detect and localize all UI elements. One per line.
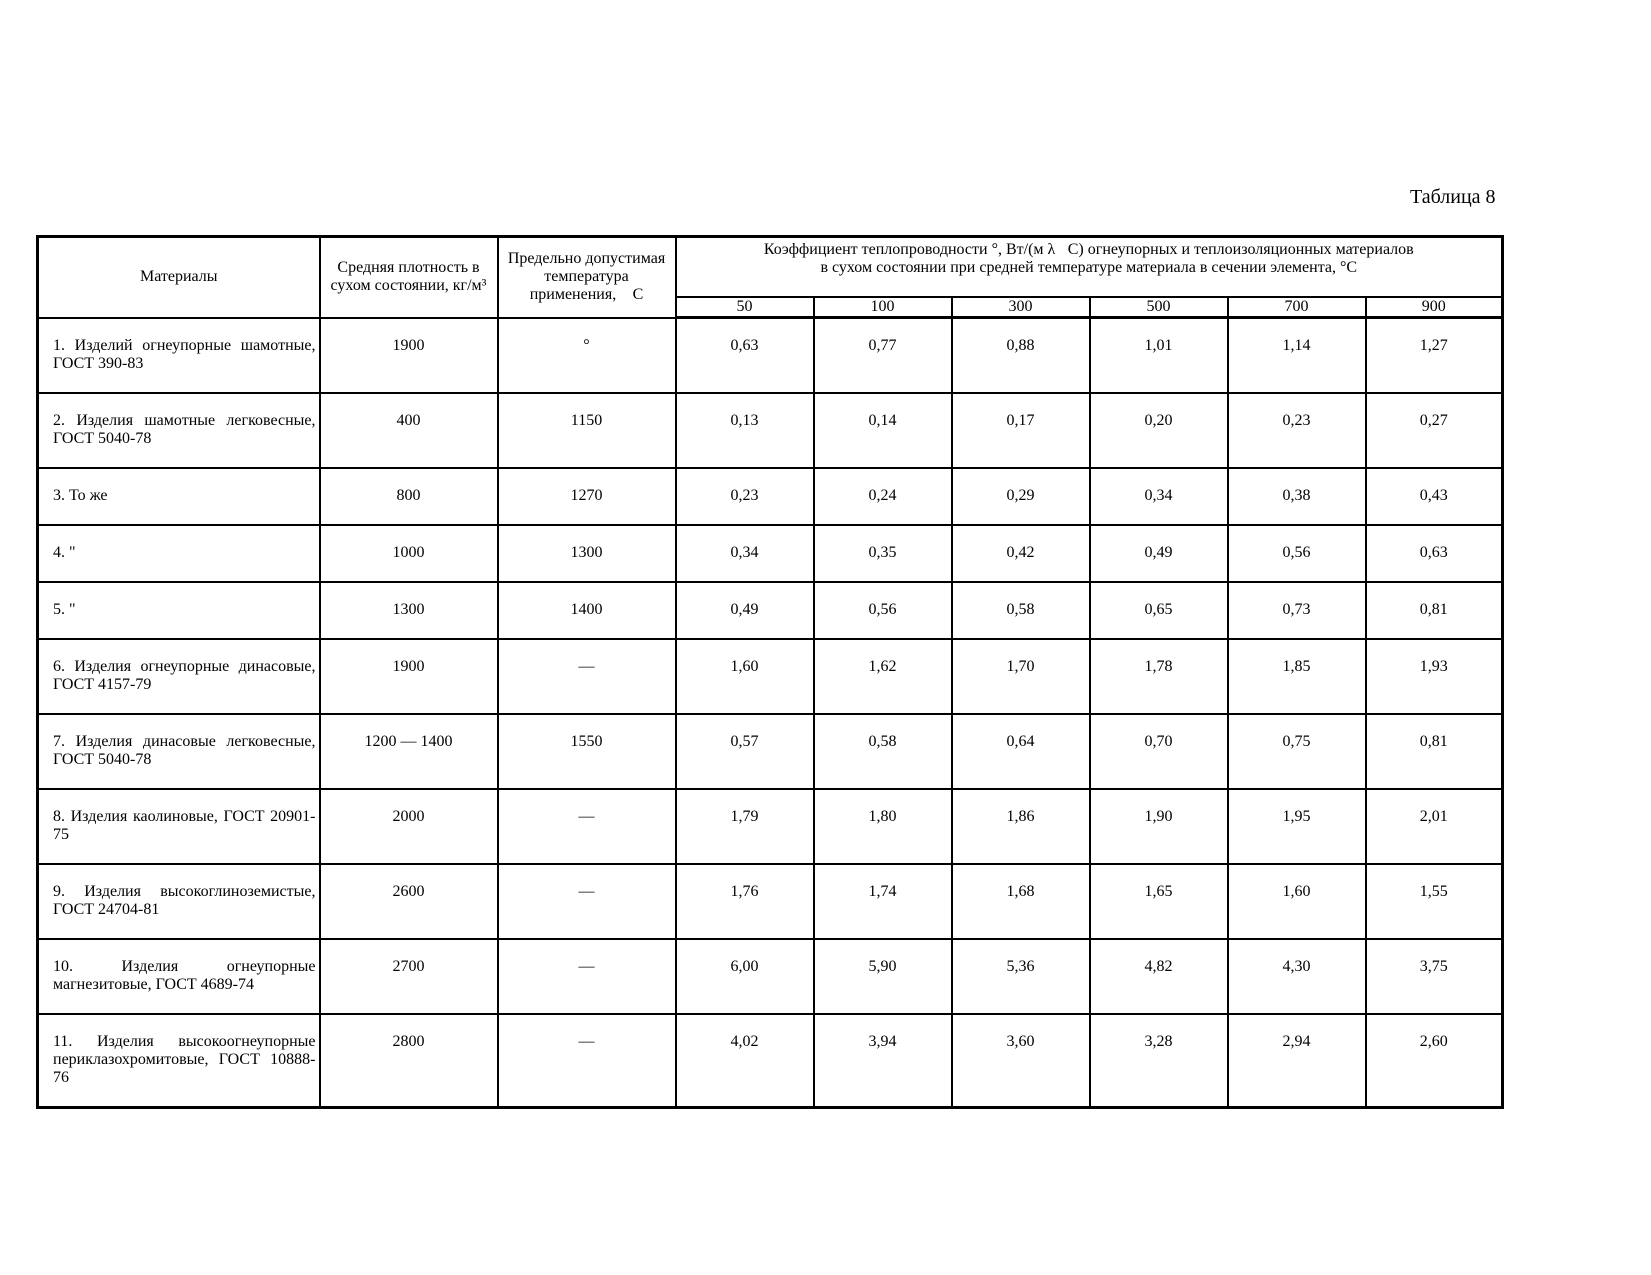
cell-coefficient: 0,81 bbox=[1366, 582, 1503, 639]
cell-coefficient: 0,49 bbox=[676, 582, 814, 639]
cell-max-temp: 1400 bbox=[498, 582, 676, 639]
cell-density: 2800 bbox=[320, 1014, 498, 1108]
cell-material: 1. Изделий огнеупорные шамотные, ГОСТ 390-83 bbox=[38, 318, 320, 394]
cell-coefficient: 0,58 bbox=[814, 714, 952, 789]
cell-coefficient: 0,34 bbox=[1090, 468, 1228, 525]
cell-coefficient: 0,24 bbox=[814, 468, 952, 525]
table-row bbox=[38, 939, 1503, 1014]
header-coefficient-line1: Коэффициент теплопроводности °, Вт/(м λ С) огнеупорных и теплоизоляционных материалов bbox=[768, 241, 1410, 258]
header-temp-300: 300 bbox=[952, 297, 1090, 318]
cell-coefficient: 0,34 bbox=[676, 525, 814, 582]
cell-max-temp: 1150 bbox=[498, 393, 676, 468]
cell-coefficient: 4,02 bbox=[676, 1014, 814, 1108]
cell-coefficient: 2,94 bbox=[1228, 1014, 1366, 1108]
cell-coefficient: 1,86 bbox=[952, 789, 1090, 864]
cell-coefficient: 1,65 bbox=[1090, 864, 1228, 939]
cell-coefficient: 1,74 bbox=[814, 864, 952, 939]
cell-coefficient: 0,70 bbox=[1090, 714, 1228, 789]
cell-coefficient: 1,60 bbox=[676, 639, 814, 714]
cell-coefficient: 0,81 bbox=[1366, 714, 1503, 789]
cell-material: 7. Изделия динасовые легковесные, ГОСТ 5040-78 bbox=[38, 714, 320, 789]
cell-density: 1900 bbox=[320, 639, 498, 714]
cell-coefficient: 1,14 bbox=[1228, 318, 1366, 394]
cell-max-temp: — bbox=[498, 864, 676, 939]
cell-coefficient: 1,80 bbox=[814, 789, 952, 864]
table-row bbox=[38, 468, 1503, 525]
cell-material: 9. Изделия высокоглиноземистые, ГОСТ 24704-81 bbox=[38, 864, 320, 939]
cell-coefficient: 1,93 bbox=[1366, 639, 1503, 714]
cell-coefficient: 1,55 bbox=[1366, 864, 1503, 939]
cell-coefficient: 3,75 bbox=[1366, 939, 1503, 1014]
header-density: Средняя плотность в сухом состоянии, кг/м³ bbox=[320, 237, 498, 318]
cell-coefficient: 2,01 bbox=[1366, 789, 1503, 864]
header-coefficient bbox=[676, 237, 1503, 298]
cell-coefficient: 1,90 bbox=[1090, 789, 1228, 864]
cell-coefficient: 0,77 bbox=[814, 318, 952, 394]
cell-density: 1900 bbox=[320, 318, 498, 394]
cell-coefficient: 6,00 bbox=[676, 939, 814, 1014]
cell-coefficient: 1,70 bbox=[952, 639, 1090, 714]
cell-max-temp: — bbox=[498, 1014, 676, 1108]
table-label: Таблица 8 bbox=[1410, 186, 1496, 208]
cell-coefficient: 1,60 bbox=[1228, 864, 1366, 939]
cell-coefficient: 0,27 bbox=[1366, 393, 1503, 468]
cell-coefficient: 1,85 bbox=[1228, 639, 1366, 714]
cell-coefficient: 0,57 bbox=[676, 714, 814, 789]
header-max-temp: Предельно допустимая температура применения, С bbox=[498, 237, 676, 318]
cell-material: 4. " bbox=[38, 525, 320, 582]
cell-coefficient: 0,42 bbox=[952, 525, 1090, 582]
cell-coefficient: 0,35 bbox=[814, 525, 952, 582]
table-row bbox=[38, 318, 1503, 394]
table-row bbox=[38, 525, 1503, 582]
cell-coefficient: 0,75 bbox=[1228, 714, 1366, 789]
cell-max-temp: 1270 bbox=[498, 468, 676, 525]
cell-coefficient: 0,17 bbox=[952, 393, 1090, 468]
header-temp-700: 700 bbox=[1228, 297, 1366, 318]
cell-coefficient: 1,95 bbox=[1228, 789, 1366, 864]
cell-max-temp: 1550 bbox=[498, 714, 676, 789]
table-body bbox=[38, 318, 1503, 1108]
cell-coefficient: 1,76 bbox=[676, 864, 814, 939]
cell-coefficient: 0,20 bbox=[1090, 393, 1228, 468]
cell-material: 3. То же bbox=[38, 468, 320, 525]
cell-coefficient: 0,64 bbox=[952, 714, 1090, 789]
cell-coefficient: 5,36 bbox=[952, 939, 1090, 1014]
table-row bbox=[38, 639, 1503, 714]
cell-density: 2700 bbox=[320, 939, 498, 1014]
cell-coefficient: 3,28 bbox=[1090, 1014, 1228, 1108]
cell-coefficient: 0,29 bbox=[952, 468, 1090, 525]
cell-coefficient: 0,63 bbox=[676, 318, 814, 394]
cell-max-temp: — bbox=[498, 939, 676, 1014]
table-row bbox=[38, 582, 1503, 639]
cell-density: 1300 bbox=[320, 582, 498, 639]
cell-coefficient: 1,79 bbox=[676, 789, 814, 864]
cell-coefficient: 1,62 bbox=[814, 639, 952, 714]
cell-max-temp: — bbox=[498, 639, 676, 714]
header-coefficient-line2: в сухом состоянии при средней температуре материала в сечении элемента, °С bbox=[820, 259, 1358, 276]
cell-density: 400 bbox=[320, 393, 498, 468]
cell-material: 5. " bbox=[38, 582, 320, 639]
table-row bbox=[38, 789, 1503, 864]
cell-coefficient: 0,38 bbox=[1228, 468, 1366, 525]
cell-coefficient: 0,63 bbox=[1366, 525, 1503, 582]
cell-coefficient: 0,88 bbox=[952, 318, 1090, 394]
cell-coefficient: 5,90 bbox=[814, 939, 952, 1014]
header-temp-900: 900 bbox=[1366, 297, 1503, 318]
cell-coefficient: 0,49 bbox=[1090, 525, 1228, 582]
header-temp-500: 500 bbox=[1090, 297, 1228, 318]
cell-max-temp: 1300 bbox=[498, 525, 676, 582]
header-materials: Материалы bbox=[38, 237, 320, 318]
cell-density: 800 bbox=[320, 468, 498, 525]
header-temp-100: 100 bbox=[814, 297, 952, 318]
table-row bbox=[38, 714, 1503, 789]
cell-material: 10. Изделия огнеупорные магнезитовые, ГОСТ 4689-74 bbox=[38, 939, 320, 1014]
cell-density: 2600 bbox=[320, 864, 498, 939]
cell-coefficient: 4,30 bbox=[1228, 939, 1366, 1014]
cell-density: 2000 bbox=[320, 789, 498, 864]
cell-material: 6. Изделия огнеупорные динасовые, ГОСТ 4157-79 bbox=[38, 639, 320, 714]
cell-density: 1000 bbox=[320, 525, 498, 582]
cell-coefficient: 0,56 bbox=[814, 582, 952, 639]
table-row bbox=[38, 1014, 1503, 1108]
cell-coefficient: 1,27 bbox=[1366, 318, 1503, 394]
cell-coefficient: 1,01 bbox=[1090, 318, 1228, 394]
table-row bbox=[38, 864, 1503, 939]
cell-max-temp: — bbox=[498, 789, 676, 864]
cell-coefficient: 1,78 bbox=[1090, 639, 1228, 714]
cell-coefficient: 1,68 bbox=[952, 864, 1090, 939]
cell-coefficient: 2,60 bbox=[1366, 1014, 1503, 1108]
cell-material: 11. Изделия высокоогнеупорные периклазохромитовые, ГОСТ 10888-76 bbox=[38, 1014, 320, 1108]
cell-material: 8. Изделия каолиновые, ГОСТ 20901-75 bbox=[38, 789, 320, 864]
thermal-conductivity-table bbox=[36, 235, 1504, 1109]
cell-density: 1200 — 1400 bbox=[320, 714, 498, 789]
cell-material: 2. Изделия шамотные легковесные, ГОСТ 5040-78 bbox=[38, 393, 320, 468]
cell-coefficient: 0,65 bbox=[1090, 582, 1228, 639]
cell-coefficient: 3,60 bbox=[952, 1014, 1090, 1108]
cell-coefficient: 0,73 bbox=[1228, 582, 1366, 639]
cell-coefficient: 0,43 bbox=[1366, 468, 1503, 525]
cell-coefficient: 0,56 bbox=[1228, 525, 1366, 582]
cell-coefficient: 4,82 bbox=[1090, 939, 1228, 1014]
cell-coefficient: 0,13 bbox=[676, 393, 814, 468]
table-row bbox=[38, 393, 1503, 468]
cell-coefficient: 3,94 bbox=[814, 1014, 952, 1108]
cell-max-temp: ° bbox=[498, 318, 676, 394]
cell-coefficient: 0,58 bbox=[952, 582, 1090, 639]
cell-coefficient: 0,23 bbox=[676, 468, 814, 525]
header-temp-50: 50 bbox=[676, 297, 814, 318]
cell-coefficient: 0,23 bbox=[1228, 393, 1366, 468]
table-header bbox=[38, 237, 1503, 318]
cell-coefficient: 0,14 bbox=[814, 393, 952, 468]
